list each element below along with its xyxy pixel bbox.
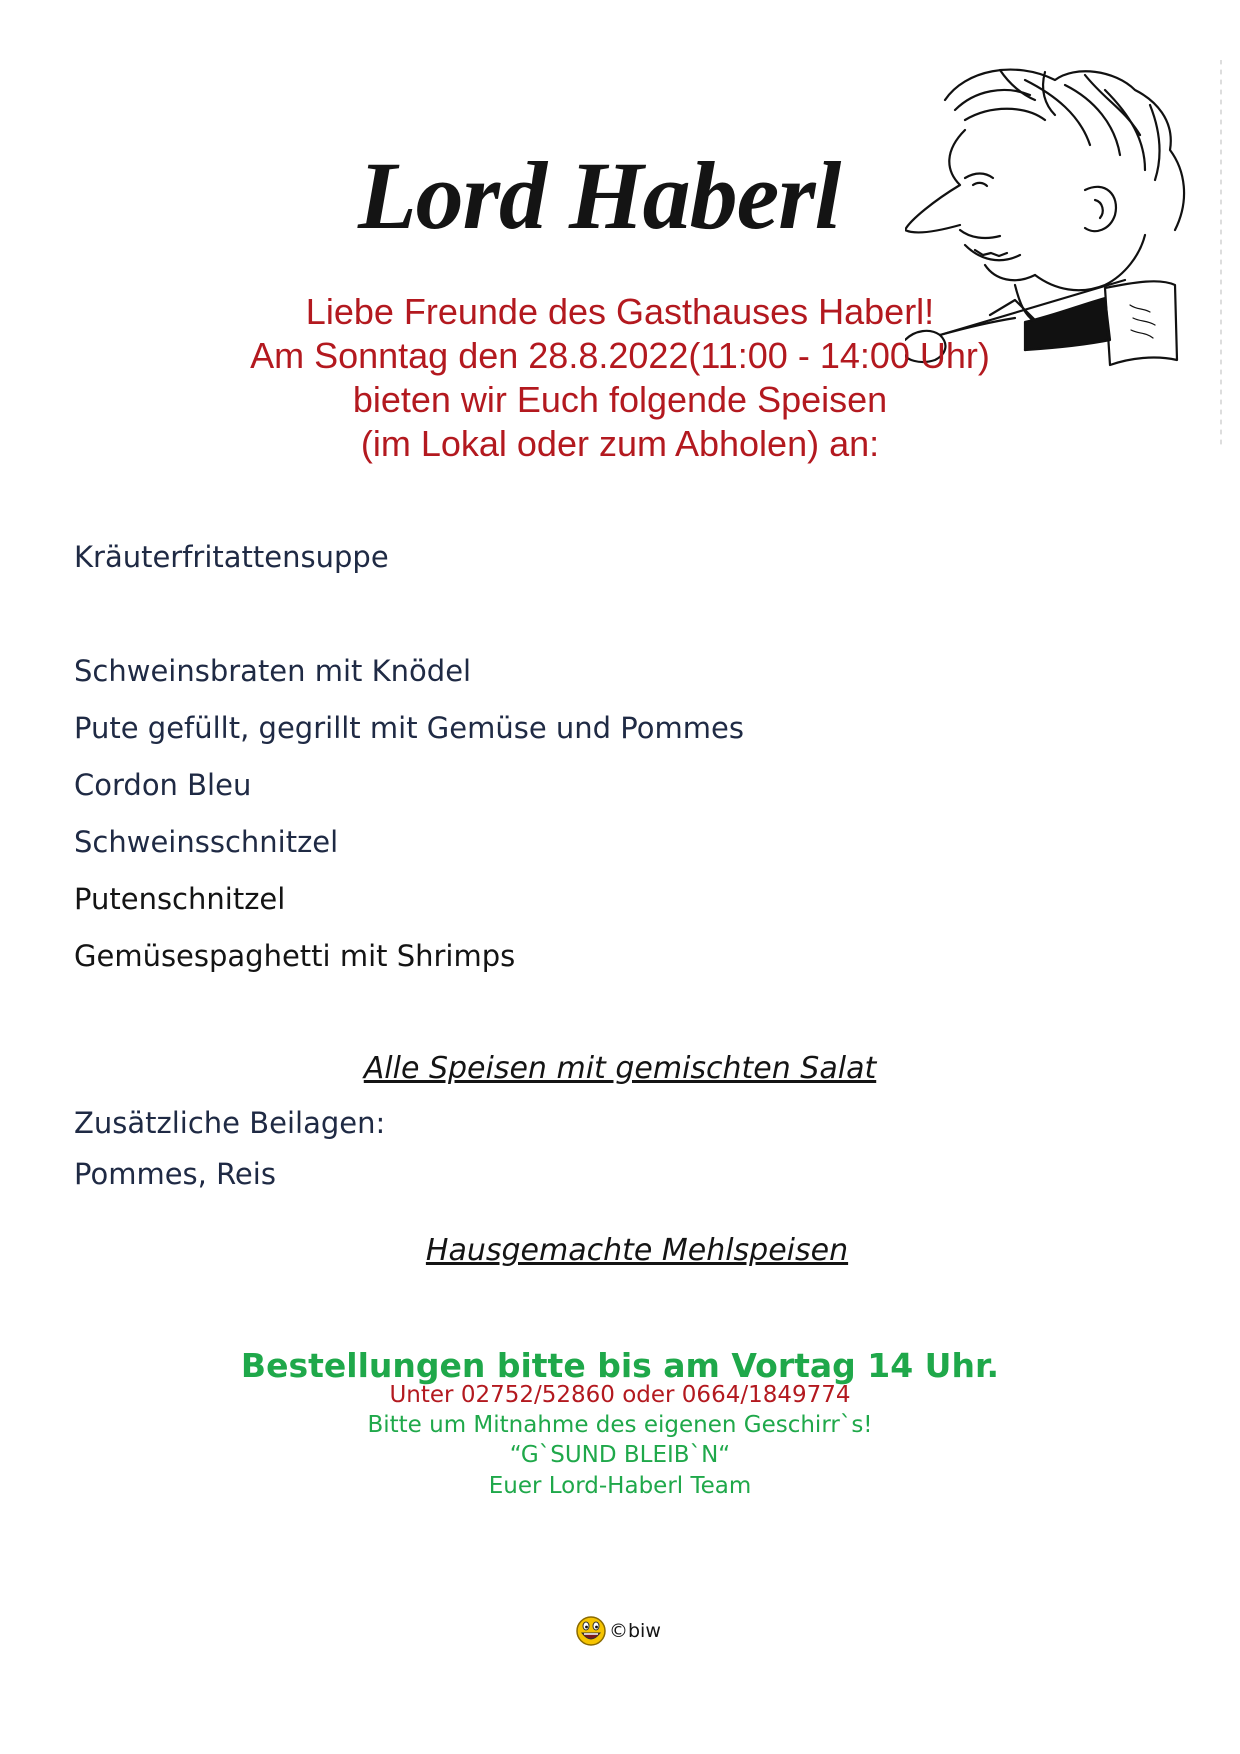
main-dish-item: Gemüsespaghetti mit Shrimps — [74, 939, 516, 973]
intro-line: bieten wir Euch folgende Speisen — [352, 379, 888, 420]
footer — [575, 1615, 661, 1647]
main-dish-item: Schweinsschnitzel — [74, 825, 339, 859]
copyright: ©biw — [609, 1620, 661, 1642]
intro-line: Liebe Freunde des Gasthauses Haberl! — [305, 291, 935, 332]
team-signature: Euer Lord-Haberl Team — [488, 1473, 752, 1499]
salad-note: Alle Speisen mit gemischten Salat — [363, 1051, 877, 1086]
greeting: “G`SUND BLEIB`N“ — [509, 1442, 731, 1468]
dishes-note: Bitte um Mitnahme des eigenen Geschirr`s! — [367, 1412, 873, 1438]
dessert-note: Hausgemachte Mehlspeisen — [425, 1233, 849, 1268]
sides-items: Pommes, Reis — [74, 1157, 276, 1191]
smiley-icon — [575, 1615, 607, 1647]
intro-line: (im Lokal oder zum Abholen) an: — [360, 423, 880, 464]
phone-line: Unter 02752/52860 oder 0664/1849774 — [389, 1382, 851, 1408]
intro-text — [0, 290, 1240, 466]
intro-line: Am Sonntag den 28.8.2022(11:00 - 14:00 Uhr) — [250, 335, 990, 376]
brand-logo: Lord Haberl — [358, 142, 841, 249]
main-dish-item: Putenschnitzel — [74, 882, 286, 916]
main-dish-item: Schweinsbraten mit Knödel — [74, 654, 472, 688]
main-dish-item: Cordon Bleu — [74, 768, 252, 802]
soup-item: Kräuterfritattensuppe — [74, 540, 389, 574]
order-headline: Bestellungen bitte bis am Vortag 14 Uhr. — [240, 1346, 1000, 1385]
sides-label: Zusätzliche Beilagen: — [74, 1106, 386, 1140]
main-dish-item: Pute gefüllt, gegrillt mit Gemüse und Pommes — [74, 711, 744, 745]
